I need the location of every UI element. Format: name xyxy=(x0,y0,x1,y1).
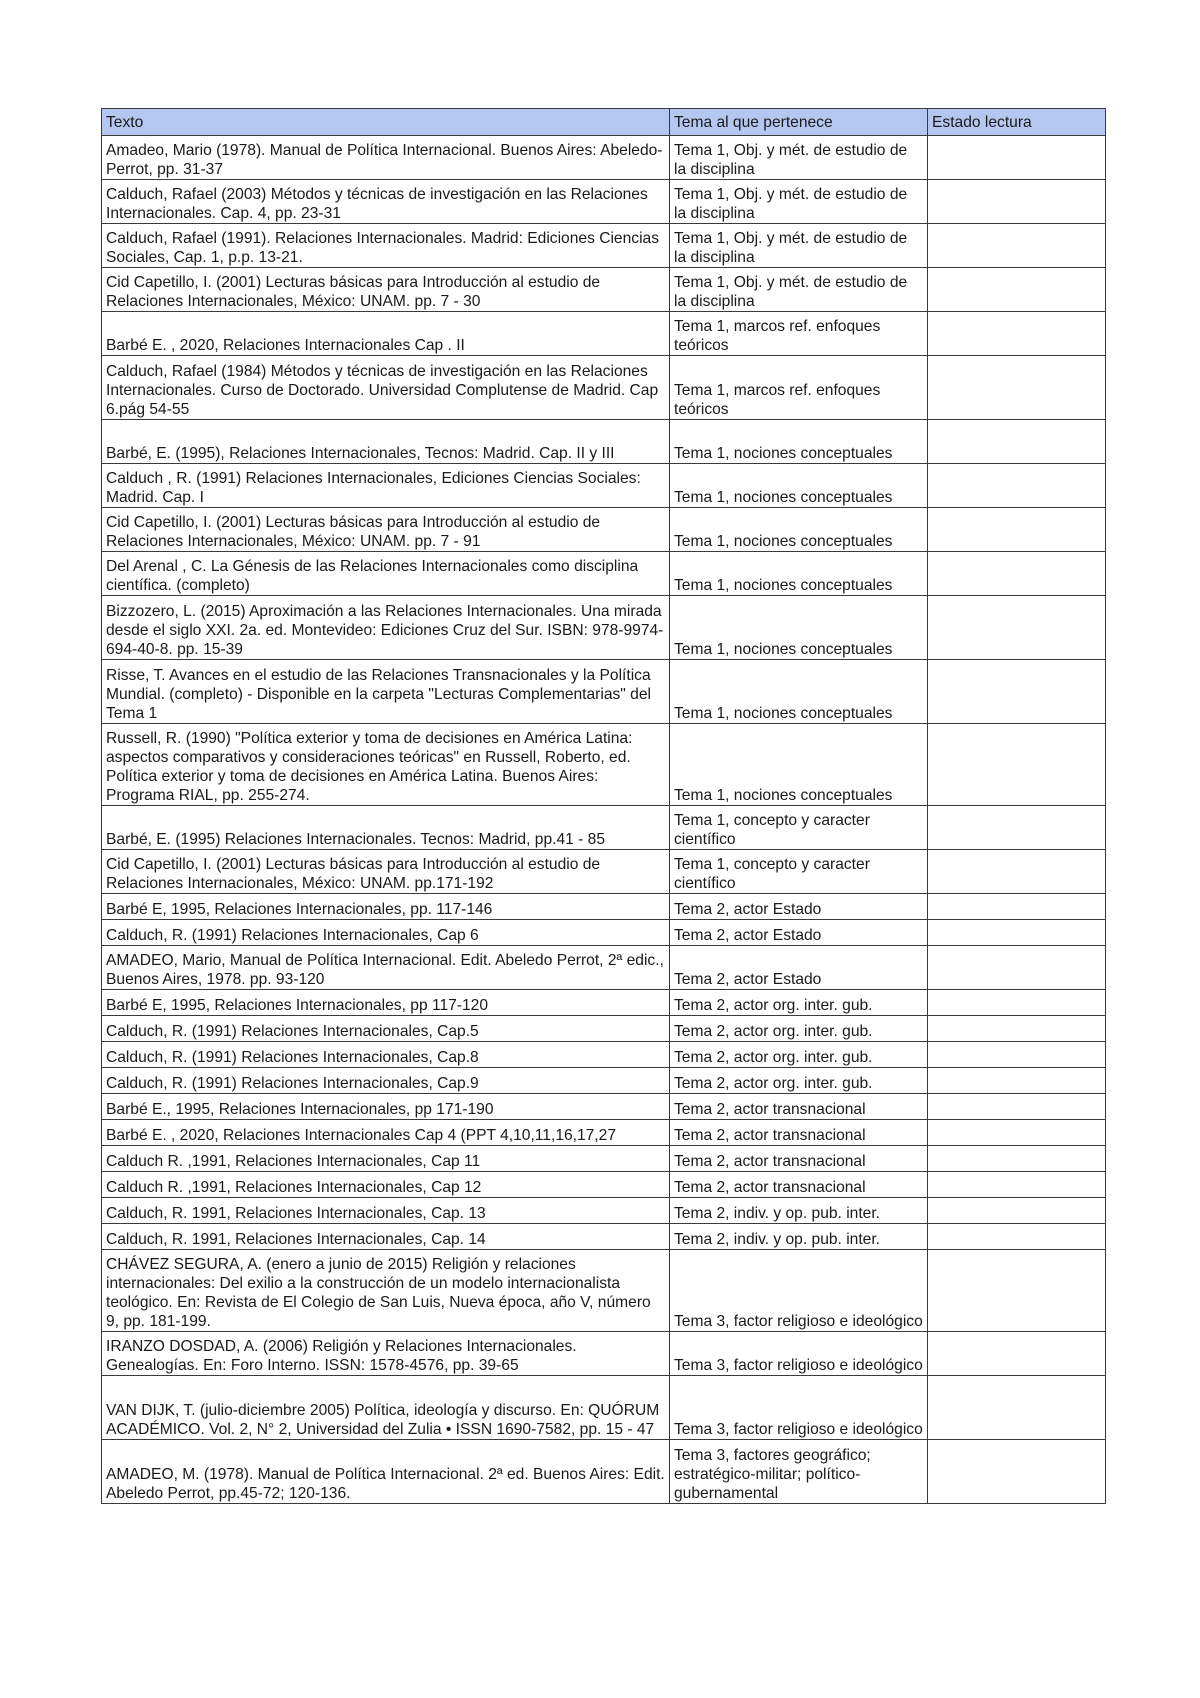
cell-texto: AMADEO, Mario, Manual de Política Internacional. Edit. Abeledo Perrot, 2ª edic., Buenos Aires, 1978. pp. 93-120 xyxy=(102,946,670,990)
table-row xyxy=(102,894,1106,920)
table-row xyxy=(102,660,1106,724)
table-row xyxy=(102,724,1106,806)
table-row xyxy=(102,1332,1106,1376)
cell-estado xyxy=(928,1042,1106,1068)
cell-tema: Tema 1, concepto y caracter científico xyxy=(670,850,928,894)
cell-estado xyxy=(928,1172,1106,1198)
cell-estado xyxy=(928,1094,1106,1120)
cell-estado xyxy=(928,1120,1106,1146)
cell-tema: Tema 2, actor Estado xyxy=(670,894,928,920)
cell-texto: Calduch, Rafael (1991). Relaciones Internacionales. Madrid: Ediciones Ciencias Sociales, Cap. 1, p.p. 13-21. xyxy=(102,224,670,268)
cell-tema: Tema 1, nociones conceptuales xyxy=(670,596,928,660)
cell-tema: Tema 1, Obj. y mét. de estudio de la disciplina xyxy=(670,136,928,180)
table-row xyxy=(102,1042,1106,1068)
cell-texto: Barbé E, 1995, Relaciones Internacionales, pp 117-120 xyxy=(102,990,670,1016)
table-row xyxy=(102,420,1106,464)
cell-estado xyxy=(928,946,1106,990)
cell-texto: Calduch, R. (1991) Relaciones Internacionales, Cap.8 xyxy=(102,1042,670,1068)
cell-texto: Calduch, Rafael (1984) Métodos y técnicas de investigación en las Relaciones Internacionales. Curso de Doctorado. Universidad Complutense de Madrid. Cap 6.pág 54-55 xyxy=(102,356,670,420)
table-row xyxy=(102,1146,1106,1172)
cell-texto: Risse, T. Avances en el estudio de las Relaciones Transnacionales y la Política Mundial. (completo) - Disponible en la carpeta "Lecturas Complementarias" del Tema 1 xyxy=(102,660,670,724)
table-row xyxy=(102,268,1106,312)
table-row xyxy=(102,1016,1106,1042)
table-row xyxy=(102,136,1106,180)
cell-texto: Barbé E., 1995, Relaciones Internacionales, pp 171-190 xyxy=(102,1094,670,1120)
table-row xyxy=(102,1250,1106,1332)
cell-estado xyxy=(928,268,1106,312)
header-texto: Texto xyxy=(102,109,670,136)
cell-tema: Tema 1, Obj. y mét. de estudio de la disciplina xyxy=(670,180,928,224)
cell-texto: Barbé E, 1995, Relaciones Internacionales, pp. 117-146 xyxy=(102,894,670,920)
cell-estado xyxy=(928,356,1106,420)
cell-estado xyxy=(928,990,1106,1016)
cell-tema: Tema 3, factor religioso e ideológico xyxy=(670,1332,928,1376)
cell-estado xyxy=(928,1376,1106,1440)
cell-texto: Calduch R. ,1991, Relaciones Internacionales, Cap 12 xyxy=(102,1172,670,1198)
table-row xyxy=(102,356,1106,420)
table-row xyxy=(102,1094,1106,1120)
table-row xyxy=(102,1440,1106,1504)
cell-estado xyxy=(928,508,1106,552)
cell-tema: Tema 3, factor religioso e ideológico xyxy=(670,1376,928,1440)
cell-estado xyxy=(928,180,1106,224)
cell-estado xyxy=(928,136,1106,180)
table-body xyxy=(102,136,1106,1504)
table-row xyxy=(102,224,1106,268)
cell-tema: Tema 1, nociones conceptuales xyxy=(670,420,928,464)
table-row xyxy=(102,1172,1106,1198)
cell-estado xyxy=(928,1198,1106,1224)
cell-texto: Calduch, Rafael (2003) Métodos y técnicas de investigación en las Relaciones Internacionales. Cap. 4, pp. 23-31 xyxy=(102,180,670,224)
cell-estado xyxy=(928,312,1106,356)
cell-texto: Calduch , R. (1991) Relaciones Internacionales, Ediciones Ciencias Sociales: Madrid. Cap. I xyxy=(102,464,670,508)
cell-texto: Amadeo, Mario (1978). Manual de Política Internacional. Buenos Aires: Abeledo-Perrot, pp. 31-37 xyxy=(102,136,670,180)
cell-texto: Cid Capetillo, I. (2001) Lecturas básicas para Introducción al estudio de Relaciones Internacionales, México: UNAM. pp.171-192 xyxy=(102,850,670,894)
cell-estado xyxy=(928,464,1106,508)
table-row xyxy=(102,806,1106,850)
cell-texto: Del Arenal , C. La Génesis de las Relaciones Internacionales como disciplina científica. (completo) xyxy=(102,552,670,596)
cell-tema: Tema 2, indiv. y op. pub. inter. xyxy=(670,1224,928,1250)
cell-tema: Tema 2, actor transnacional xyxy=(670,1172,928,1198)
table-row xyxy=(102,990,1106,1016)
cell-texto: Barbé E. , 2020, Relaciones Internacionales Cap 4 (PPT 4,10,11,16,17,27 xyxy=(102,1120,670,1146)
cell-estado xyxy=(928,420,1106,464)
cell-texto: Calduch, R. (1991) Relaciones Internacionales, Cap 6 xyxy=(102,920,670,946)
cell-texto: Bizzozero, L. (2015) Aproximación a las Relaciones Internacionales. Una mirada desde el siglo XXI. 2a. ed. Montevideo: Ediciones Cruz del Sur. ISBN: 978-9974-694-40-8. pp. 15-39 xyxy=(102,596,670,660)
cell-estado xyxy=(928,1250,1106,1332)
cell-texto: CHÁVEZ SEGURA, A. (enero a junio de 2015) Religión y relaciones internacionales: Del exilio a la construcción de un modelo internacionalista teológico. En: Revista de El Colegio de San Luis, Nueva época, año V, número 9, pp. 181-199. xyxy=(102,1250,670,1332)
cell-tema: Tema 2, actor org. inter. gub. xyxy=(670,1042,928,1068)
cell-estado xyxy=(928,920,1106,946)
cell-tema: Tema 1, nociones conceptuales xyxy=(670,724,928,806)
table-row xyxy=(102,850,1106,894)
table-row xyxy=(102,312,1106,356)
cell-tema: Tema 3, factor religioso e ideológico xyxy=(670,1250,928,1332)
cell-texto: Barbé, E. (1995), Relaciones Internacionales, Tecnos: Madrid. Cap. II y III xyxy=(102,420,670,464)
cell-tema: Tema 2, actor transnacional xyxy=(670,1094,928,1120)
table-row xyxy=(102,464,1106,508)
cell-estado xyxy=(928,724,1106,806)
cell-tema: Tema 1, Obj. y mét. de estudio de la disciplina xyxy=(670,224,928,268)
table-row xyxy=(102,1376,1106,1440)
cell-tema: Tema 1, marcos ref. enfoques teóricos xyxy=(670,312,928,356)
cell-tema: Tema 1, nociones conceptuales xyxy=(670,552,928,596)
cell-texto: Calduch, R. (1991) Relaciones Internacionales, Cap.5 xyxy=(102,1016,670,1042)
cell-texto: Cid Capetillo, I. (2001) Lecturas básicas para Introducción al estudio de Relaciones Internacionales, México: UNAM. pp. 7 - 91 xyxy=(102,508,670,552)
cell-tema: Tema 2, actor transnacional xyxy=(670,1146,928,1172)
cell-tema: Tema 1, Obj. y mét. de estudio de la disciplina xyxy=(670,268,928,312)
cell-tema: Tema 1, marcos ref. enfoques teóricos xyxy=(670,356,928,420)
header-tema: Tema al que pertenece xyxy=(670,109,928,136)
cell-texto: Calduch, R. (1991) Relaciones Internacionales, Cap.9 xyxy=(102,1068,670,1094)
table-row xyxy=(102,1068,1106,1094)
readings-table xyxy=(101,108,1106,1504)
cell-tema: Tema 2, actor Estado xyxy=(670,946,928,990)
cell-texto: VAN DIJK, T. (julio-diciembre 2005) Política, ideología y discurso. En: QUÓRUM ACADÉMICO. Vol. 2, N° 2, Universidad del Zulia • ISSN 1690-7582, pp. 15 - 47 xyxy=(102,1376,670,1440)
table-row xyxy=(102,920,1106,946)
cell-estado xyxy=(928,1146,1106,1172)
table-row xyxy=(102,1198,1106,1224)
cell-tema: Tema 1, nociones conceptuales xyxy=(670,508,928,552)
table-row xyxy=(102,552,1106,596)
cell-tema: Tema 2, actor Estado xyxy=(670,920,928,946)
cell-texto: IRANZO DOSDAD, A. (2006) Religión y Relaciones Internacionales. Genealogías. En: Foro Interno. ISSN: 1578-4576, pp. 39-65 xyxy=(102,1332,670,1376)
cell-estado xyxy=(928,1332,1106,1376)
cell-texto: Barbé, E. (1995) Relaciones Internacionales. Tecnos: Madrid, pp.41 - 85 xyxy=(102,806,670,850)
header-estado: Estado lectura xyxy=(928,109,1106,136)
cell-tema: Tema 3, factores geográfico; estratégico-militar; político-gubernamental xyxy=(670,1440,928,1504)
cell-texto: Calduch, R. 1991, Relaciones Internacionales, Cap. 13 xyxy=(102,1198,670,1224)
cell-estado xyxy=(928,1224,1106,1250)
cell-tema: Tema 1, concepto y caracter científico xyxy=(670,806,928,850)
cell-tema: Tema 2, actor org. inter. gub. xyxy=(670,1068,928,1094)
cell-tema: Tema 1, nociones conceptuales xyxy=(670,464,928,508)
table-row xyxy=(102,946,1106,990)
table-row xyxy=(102,180,1106,224)
cell-estado xyxy=(928,850,1106,894)
cell-estado xyxy=(928,1068,1106,1094)
cell-texto: Russell, R. (1990) "Política exterior y toma de decisiones en América Latina: aspectos comparativos y consideraciones teóricas" en Russell, Roberto, ed. Política exterior y toma de decisiones en América Latina. Buenos Aires: Programa RIAL, pp. 255-274. xyxy=(102,724,670,806)
cell-texto: Calduch, R. 1991, Relaciones Internacionales, Cap. 14 xyxy=(102,1224,670,1250)
table-row xyxy=(102,1120,1106,1146)
cell-texto: AMADEO, M. (1978). Manual de Política Internacional. 2ª ed. Buenos Aires: Edit. Abeledo Perrot, pp.45-72; 120-136. xyxy=(102,1440,670,1504)
cell-estado xyxy=(928,552,1106,596)
cell-estado xyxy=(928,224,1106,268)
cell-tema: Tema 2, indiv. y op. pub. inter. xyxy=(670,1198,928,1224)
header-row xyxy=(102,109,1106,136)
cell-tema: Tema 2, actor transnacional xyxy=(670,1120,928,1146)
cell-estado xyxy=(928,660,1106,724)
table-row xyxy=(102,508,1106,552)
cell-tema: Tema 2, actor org. inter. gub. xyxy=(670,990,928,1016)
cell-estado xyxy=(928,806,1106,850)
cell-texto: Cid Capetillo, I. (2001) Lecturas básicas para Introducción al estudio de Relaciones Internacionales, México: UNAM. pp. 7 - 30 xyxy=(102,268,670,312)
table-row xyxy=(102,1224,1106,1250)
cell-estado xyxy=(928,596,1106,660)
cell-tema: Tema 2, actor org. inter. gub. xyxy=(670,1016,928,1042)
cell-estado xyxy=(928,894,1106,920)
table-row xyxy=(102,596,1106,660)
cell-tema: Tema 1, nociones conceptuales xyxy=(670,660,928,724)
cell-estado xyxy=(928,1016,1106,1042)
cell-texto: Calduch R. ,1991, Relaciones Internacionales, Cap 11 xyxy=(102,1146,670,1172)
cell-estado xyxy=(928,1440,1106,1504)
cell-texto: Barbé E. , 2020, Relaciones Internacionales Cap . II xyxy=(102,312,670,356)
